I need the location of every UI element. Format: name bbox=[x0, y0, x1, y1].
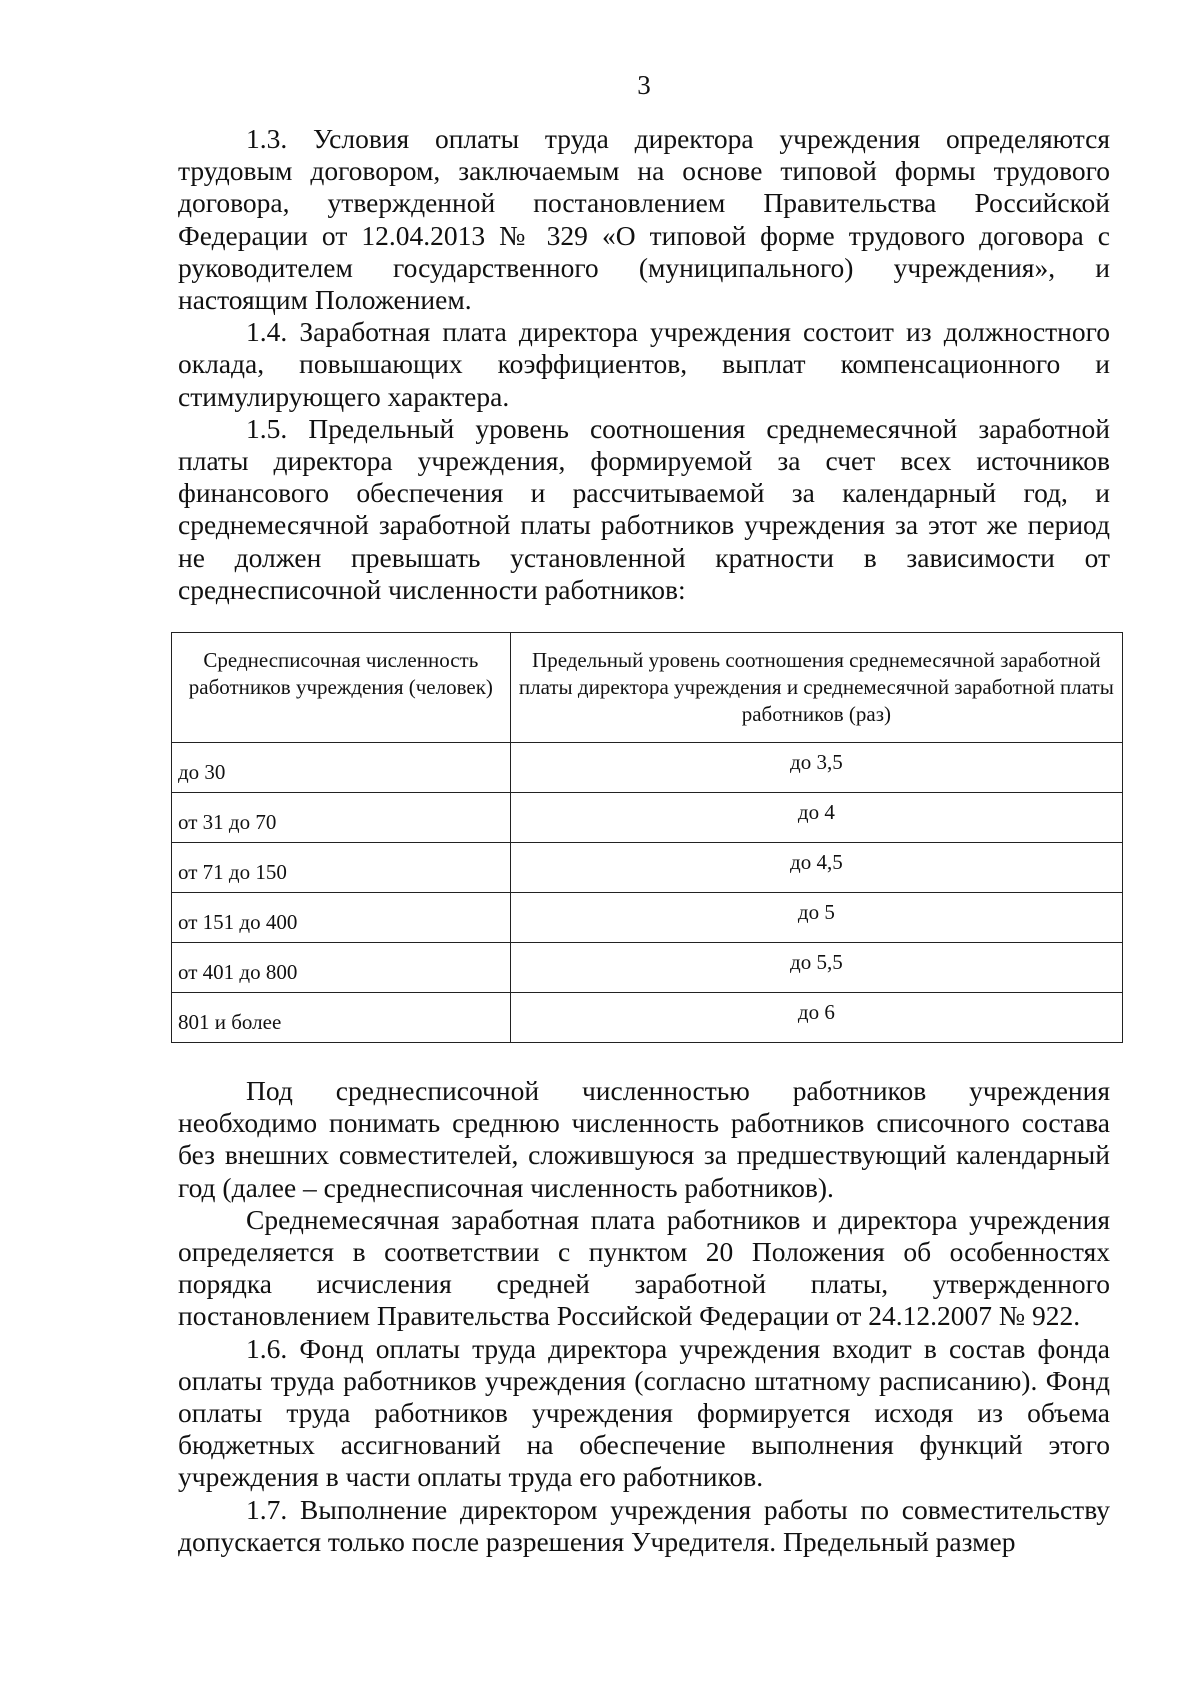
table-row bbox=[172, 793, 1123, 843]
section-1-5: 1.5. Предельный уровень соотношения среднемесячной заработной платы директора учреждения, формируемой за счет всех источников финансового обеспечения и рассчитываемой за календарный год, и среднемесячной заработной платы работников учреждения за этот же период не должен превышать установленной кратности в зависимости от среднесписочной численности работников: bbox=[178, 412, 1110, 605]
section-1-3: 1.3. Условия оплаты труда директора учреждения определяются трудовым договором, заключаемым на основе типовой формы трудового договора, утвержденной постановлением Правительства Российской Федерации от 12.04.2013 № 329 «О типовой форме трудового договора с руководителем государственного (муниципального) учреждения», и настоящим Положением. bbox=[178, 123, 1110, 316]
headcount-cell: от 71 до 150 bbox=[172, 843, 511, 893]
ratio-cell: до 5 bbox=[510, 893, 1122, 943]
ratio-cell: до 4 bbox=[510, 793, 1122, 843]
page-number: 3 bbox=[637, 70, 651, 100]
table-row bbox=[172, 743, 1123, 793]
table-row bbox=[172, 993, 1123, 1043]
headcount-cell: до 30 bbox=[172, 743, 511, 793]
table-row bbox=[172, 893, 1123, 943]
table-row bbox=[172, 943, 1123, 993]
ratio-cell: до 5,5 bbox=[510, 943, 1122, 993]
ratio-cell: до 3,5 bbox=[510, 743, 1122, 793]
headcount-cell: 801 и более bbox=[172, 993, 511, 1043]
section-1-4: 1.4. Заработная плата директора учреждения состоит из должностного оклада, повышающих коэффициентов, выплат компенсационного и стимулирующего характера. bbox=[178, 316, 1110, 412]
headcount-cell: от 151 до 400 bbox=[172, 893, 511, 943]
section-1-7: 1.7. Выполнение директором учреждения работы по совместительству допускается только после разрешения Учредителя. Предельный размер bbox=[178, 1493, 1110, 1557]
table-header-row bbox=[172, 633, 1123, 743]
ratio-cell: до 6 bbox=[510, 993, 1122, 1043]
header-headcount: Среднесписочная численность работников учреждения (человек) bbox=[172, 633, 511, 743]
section-1-6: 1.6. Фонд оплаты труда директора учреждения входит в состав фонда оплаты труда работников учреждения (согласно штатному расписанию). Фонд оплаты труда работников учреждения формируется исходя из объема бюджетных ассигнований на обеспечение выполнения функций этого учреждения в части оплаты труда его работников. bbox=[178, 1332, 1110, 1493]
headcount-cell: от 31 до 70 bbox=[172, 793, 511, 843]
salary-ratio-table bbox=[171, 632, 1123, 1043]
table-row bbox=[172, 843, 1123, 893]
headcount-cell: от 401 до 800 bbox=[172, 943, 511, 993]
average-pay-definition: Среднемесячная заработная плата работников и директора учреждения определяется в соответствии с пунктом 20 Положения об особенностях порядка исчисления средней заработной платы, утвержденного постановлением Правительства Российской Федерации от 24.12.2007 № 922. bbox=[178, 1203, 1110, 1332]
headcount-definition: Под среднесписочной численностью работников учреждения необходимо понимать среднюю численность работников списочного состава без внешних совместителей, сложившуюся за предшествующий календарный год (далее – среднесписочная численность работников). bbox=[178, 1075, 1110, 1203]
header-ratio-limit: Предельный уровень соотношения среднемесячной заработной платы директора учреждения и среднемесячной заработной платы работников (раз) bbox=[510, 633, 1122, 743]
ratio-cell: до 4,5 bbox=[510, 843, 1122, 893]
